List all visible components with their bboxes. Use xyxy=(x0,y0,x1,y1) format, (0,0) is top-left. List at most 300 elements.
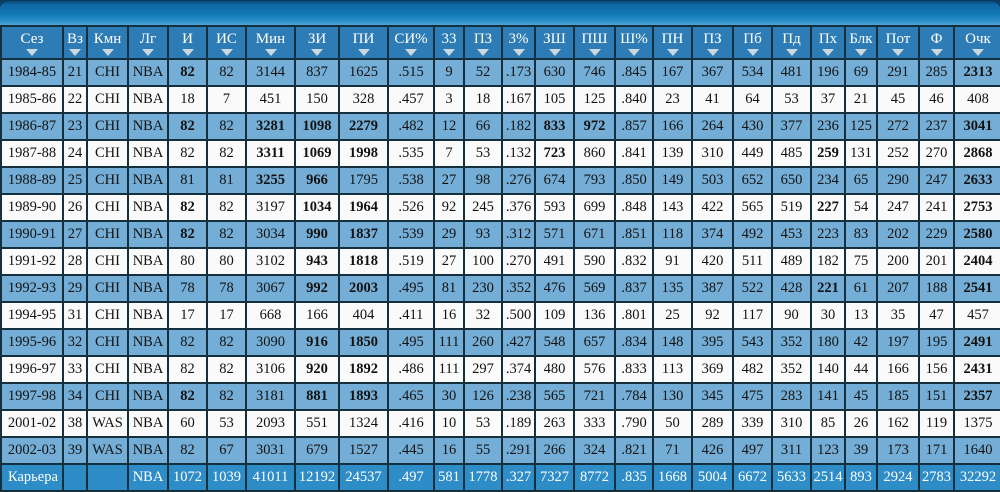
cell-vz: 24 xyxy=(63,140,87,167)
cell-kmn: CHI xyxy=(87,167,128,194)
cell-pot: 200 xyxy=(877,248,919,275)
cell-ph: 221 xyxy=(811,275,845,302)
cell-ochk: 2491 xyxy=(954,329,1000,356)
career-row xyxy=(1,464,1000,491)
cell-pct3: .500 xyxy=(502,302,535,329)
cell-pn: 166 xyxy=(653,113,692,140)
cell-lg: NBA xyxy=(128,329,168,356)
cell-ochk: 2431 xyxy=(954,356,1000,383)
cell-p3: 100 xyxy=(464,248,502,275)
cell-z3: 581 xyxy=(434,464,464,491)
cell-sh-pct: .832 xyxy=(615,248,653,275)
column-label: Мин xyxy=(255,31,286,47)
cell-sh-pct: .851 xyxy=(615,221,653,248)
cell-p3: 52 xyxy=(464,59,502,86)
column-header-f[interactable] xyxy=(919,26,954,59)
cell-pot: 252 xyxy=(877,140,919,167)
column-header-pi[interactable] xyxy=(339,26,388,59)
cell-sh-pct: .834 xyxy=(615,329,653,356)
cell-min: 668 xyxy=(246,302,295,329)
cell-pd: 650 xyxy=(772,167,811,194)
table-row xyxy=(1,356,1000,383)
cell-vz: 33 xyxy=(63,356,87,383)
cell-sez: 2002-03 xyxy=(1,437,63,464)
cell-pb: 497 xyxy=(733,437,772,464)
column-header-pd[interactable] xyxy=(772,26,811,59)
column-header-pb[interactable] xyxy=(733,26,772,59)
column-label: ЗИ xyxy=(307,31,327,47)
cell-i: 82 xyxy=(168,356,207,383)
cell-pi: 2003 xyxy=(339,275,388,302)
cell-kmn: CHI xyxy=(87,329,128,356)
cell-vz: 39 xyxy=(63,437,87,464)
cell-psh: 972 xyxy=(574,113,615,140)
table-row xyxy=(1,221,1000,248)
cell-psh: 8772 xyxy=(574,464,615,491)
cell-ochk: 1640 xyxy=(954,437,1000,464)
column-header-zsh[interactable] xyxy=(535,26,574,59)
cell-ochk: 2868 xyxy=(954,140,1000,167)
cell-pot: 202 xyxy=(877,221,919,248)
cell-blk: 65 xyxy=(845,167,877,194)
cell-sh-pct: .841 xyxy=(615,140,653,167)
cell-is: 82 xyxy=(207,140,246,167)
cell-kmn: CHI xyxy=(87,113,128,140)
table-row xyxy=(1,275,1000,302)
cell-pot: 162 xyxy=(877,410,919,437)
sort-down-icon xyxy=(549,49,561,56)
cell-pct3: .132 xyxy=(502,140,535,167)
sort-down-icon xyxy=(667,49,679,56)
cell-zi: 881 xyxy=(295,383,339,410)
cell-is: 82 xyxy=(207,329,246,356)
column-header-zi[interactable] xyxy=(295,26,339,59)
cell-pct3: .374 xyxy=(502,356,535,383)
sort-down-icon xyxy=(972,49,984,56)
cell-pn: 167 xyxy=(653,59,692,86)
column-header-kmn[interactable] xyxy=(87,26,128,59)
cell-blk: 54 xyxy=(845,194,877,221)
cell-vz: 31 xyxy=(63,302,87,329)
cell-kmn: CHI xyxy=(87,356,128,383)
cell-si-pct: .457 xyxy=(388,86,434,113)
cell-pd: 310 xyxy=(772,410,811,437)
cell-si-pct: .515 xyxy=(388,59,434,86)
cell-is: 82 xyxy=(207,221,246,248)
column-header-pn[interactable] xyxy=(653,26,692,59)
cell-pb: 430 xyxy=(733,113,772,140)
sort-down-icon xyxy=(26,49,38,56)
column-label: Ш% xyxy=(620,31,648,47)
cell-i: 60 xyxy=(168,410,207,437)
cell-min: 3031 xyxy=(246,437,295,464)
cell-kmn: CHI xyxy=(87,302,128,329)
cell-pz: 374 xyxy=(692,221,733,248)
table-row xyxy=(1,113,1000,140)
sort-down-icon xyxy=(786,49,798,56)
cell-p3: 260 xyxy=(464,329,502,356)
cell-pz: 369 xyxy=(692,356,733,383)
cell-si-pct: .482 xyxy=(388,113,434,140)
cell-min: 3181 xyxy=(246,383,295,410)
sort-down-icon xyxy=(102,49,114,56)
cell-vz: 28 xyxy=(63,248,87,275)
cell-ochk: 2633 xyxy=(954,167,1000,194)
table-row xyxy=(1,410,1000,437)
cell-lg: NBA xyxy=(128,194,168,221)
cell-f: 201 xyxy=(919,248,954,275)
cell-pi: 1893 xyxy=(339,383,388,410)
cell-sez: 1990-91 xyxy=(1,221,63,248)
cell-kmn: CHI xyxy=(87,59,128,86)
cell-psh: 699 xyxy=(574,194,615,221)
cell-pn: 113 xyxy=(653,356,692,383)
cell-vz xyxy=(63,464,87,491)
cell-sez: 1991-92 xyxy=(1,248,63,275)
cell-z3: 111 xyxy=(434,329,464,356)
column-label: Пд xyxy=(782,31,801,47)
cell-sh-pct: .857 xyxy=(615,113,653,140)
cell-ochk: 408 xyxy=(954,86,1000,113)
cell-pn: 1668 xyxy=(653,464,692,491)
cell-f: 270 xyxy=(919,140,954,167)
cell-min: 3197 xyxy=(246,194,295,221)
cell-i: 1072 xyxy=(168,464,207,491)
cell-pz: 503 xyxy=(692,167,733,194)
cell-pb: 475 xyxy=(733,383,772,410)
column-header-p3[interactable] xyxy=(464,26,502,59)
cell-psh: 125 xyxy=(574,86,615,113)
cell-pi: 2279 xyxy=(339,113,388,140)
cell-p3: 93 xyxy=(464,221,502,248)
cell-sh-pct: .848 xyxy=(615,194,653,221)
cell-blk: 69 xyxy=(845,59,877,86)
cell-pi: 1964 xyxy=(339,194,388,221)
cell-is: 7 xyxy=(207,86,246,113)
cell-ochk: 457 xyxy=(954,302,1000,329)
cell-lg: NBA xyxy=(128,437,168,464)
cell-ph: 259 xyxy=(811,140,845,167)
cell-pn: 25 xyxy=(653,302,692,329)
cell-pct3: .238 xyxy=(502,383,535,410)
cell-vz: 38 xyxy=(63,410,87,437)
cell-psh: 746 xyxy=(574,59,615,86)
cell-p3: 53 xyxy=(464,140,502,167)
cell-f: 241 xyxy=(919,194,954,221)
cell-zsh: 833 xyxy=(535,113,574,140)
table-row xyxy=(1,437,1000,464)
cell-is: 82 xyxy=(207,194,246,221)
title-bar xyxy=(0,0,1000,25)
cell-blk: 13 xyxy=(845,302,877,329)
cell-pot: 45 xyxy=(877,86,919,113)
cell-si-pct: .526 xyxy=(388,194,434,221)
cell-lg: NBA xyxy=(128,248,168,275)
cell-p3: 230 xyxy=(464,275,502,302)
cell-z3: 27 xyxy=(434,248,464,275)
column-label: ПИ xyxy=(352,31,375,47)
sort-down-icon xyxy=(443,49,455,56)
cell-pb: 6672 xyxy=(733,464,772,491)
column-header-pz[interactable] xyxy=(692,26,733,59)
cell-pd: 377 xyxy=(772,113,811,140)
cell-f: 285 xyxy=(919,59,954,86)
cell-zsh: 548 xyxy=(535,329,574,356)
cell-zi: 916 xyxy=(295,329,339,356)
cell-p3: 245 xyxy=(464,194,502,221)
sort-down-icon xyxy=(707,49,719,56)
column-header-i[interactable] xyxy=(168,26,207,59)
cell-is: 82 xyxy=(207,383,246,410)
cell-pct3: .276 xyxy=(502,167,535,194)
cell-f: 171 xyxy=(919,437,954,464)
cell-pct3: .189 xyxy=(502,410,535,437)
column-label: Сез xyxy=(20,31,44,47)
cell-zi: 166 xyxy=(295,302,339,329)
cell-is: 53 xyxy=(207,410,246,437)
cell-pn: 50 xyxy=(653,410,692,437)
cell-ph: 123 xyxy=(811,437,845,464)
cell-i: 18 xyxy=(168,86,207,113)
cell-pz: 395 xyxy=(692,329,733,356)
cell-psh: 590 xyxy=(574,248,615,275)
cell-p3: 297 xyxy=(464,356,502,383)
cell-psh: 860 xyxy=(574,140,615,167)
cell-vz: 23 xyxy=(63,113,87,140)
cell-f: 2783 xyxy=(919,464,954,491)
cell-pi: 404 xyxy=(339,302,388,329)
cell-lg: NBA xyxy=(128,410,168,437)
sort-down-icon xyxy=(221,49,233,56)
cell-lg: NBA xyxy=(128,383,168,410)
cell-pot: 197 xyxy=(877,329,919,356)
column-label: ПЗ xyxy=(703,31,722,47)
cell-pct3: .312 xyxy=(502,221,535,248)
cell-pz: 422 xyxy=(692,194,733,221)
cell-pi: 1850 xyxy=(339,329,388,356)
cell-pb: 482 xyxy=(733,356,772,383)
cell-pb: 522 xyxy=(733,275,772,302)
cell-pn: 71 xyxy=(653,437,692,464)
cell-sh-pct: .837 xyxy=(615,275,653,302)
cell-lg: NBA xyxy=(128,464,168,491)
cell-ochk: 2404 xyxy=(954,248,1000,275)
cell-min: 3090 xyxy=(246,329,295,356)
cell-vz: 27 xyxy=(63,221,87,248)
cell-zsh: 571 xyxy=(535,221,574,248)
column-label: Очк xyxy=(965,31,991,47)
cell-is: 17 xyxy=(207,302,246,329)
cell-sez: 1995-96 xyxy=(1,329,63,356)
cell-sh-pct: .833 xyxy=(615,356,653,383)
column-header-sez[interactable] xyxy=(1,26,63,59)
cell-blk: 26 xyxy=(845,410,877,437)
cell-lg: NBA xyxy=(128,167,168,194)
cell-z3: 92 xyxy=(434,194,464,221)
cell-pi: 1795 xyxy=(339,167,388,194)
column-header-pct3[interactable] xyxy=(502,26,535,59)
cell-ph: 196 xyxy=(811,59,845,86)
cell-f: 151 xyxy=(919,383,954,410)
cell-z3: 29 xyxy=(434,221,464,248)
cell-sez: 1997-98 xyxy=(1,383,63,410)
cell-pot: 166 xyxy=(877,356,919,383)
cell-pb: 511 xyxy=(733,248,772,275)
cell-lg: NBA xyxy=(128,86,168,113)
cell-pd: 428 xyxy=(772,275,811,302)
cell-min: 3281 xyxy=(246,113,295,140)
cell-ph: 141 xyxy=(811,383,845,410)
cell-p3: 53 xyxy=(464,410,502,437)
cell-lg: NBA xyxy=(128,140,168,167)
cell-pi: 24537 xyxy=(339,464,388,491)
cell-zi: 992 xyxy=(295,275,339,302)
cell-pb: 543 xyxy=(733,329,772,356)
cell-si-pct: .411 xyxy=(388,302,434,329)
sort-down-icon xyxy=(358,49,370,56)
cell-is: 67 xyxy=(207,437,246,464)
column-label: Вз xyxy=(67,31,83,47)
column-header-is[interactable] xyxy=(207,26,246,59)
cell-psh: 333 xyxy=(574,410,615,437)
sort-down-icon xyxy=(265,49,277,56)
cell-blk: 83 xyxy=(845,221,877,248)
cell-z3: 3 xyxy=(434,86,464,113)
cell-min: 3034 xyxy=(246,221,295,248)
cell-min: 3106 xyxy=(246,356,295,383)
cell-pot: 207 xyxy=(877,275,919,302)
cell-lg: NBA xyxy=(128,221,168,248)
column-header-psh[interactable] xyxy=(574,26,615,59)
table-row xyxy=(1,302,1000,329)
cell-zi: 551 xyxy=(295,410,339,437)
column-label: Лг xyxy=(139,31,157,47)
cell-sez: 1987-88 xyxy=(1,140,63,167)
cell-min: 41011 xyxy=(246,464,295,491)
column-header-vz[interactable] xyxy=(63,26,87,59)
cell-zsh: 266 xyxy=(535,437,574,464)
cell-lg: NBA xyxy=(128,59,168,86)
cell-zi: 1069 xyxy=(295,140,339,167)
cell-i: 82 xyxy=(168,329,207,356)
cell-i: 82 xyxy=(168,113,207,140)
cell-zi: 966 xyxy=(295,167,339,194)
column-header-lg[interactable] xyxy=(128,26,168,59)
cell-p3: 126 xyxy=(464,383,502,410)
cell-sez: 1985-86 xyxy=(1,86,63,113)
cell-vz: 26 xyxy=(63,194,87,221)
cell-sez: 1994-95 xyxy=(1,302,63,329)
column-label: ИС xyxy=(216,31,237,47)
cell-pot: 173 xyxy=(877,437,919,464)
cell-f: 46 xyxy=(919,86,954,113)
cell-si-pct: .538 xyxy=(388,167,434,194)
cell-zsh: 480 xyxy=(535,356,574,383)
cell-z3: 30 xyxy=(434,383,464,410)
cell-blk: 42 xyxy=(845,329,877,356)
cell-p3: 32 xyxy=(464,302,502,329)
table-row xyxy=(1,248,1000,275)
column-header-sh-pct[interactable] xyxy=(615,26,653,59)
cell-zsh: 565 xyxy=(535,383,574,410)
cell-z3: 12 xyxy=(434,113,464,140)
cell-pd: 352 xyxy=(772,329,811,356)
cell-p3: 55 xyxy=(464,437,502,464)
cell-z3: 81 xyxy=(434,275,464,302)
sort-down-icon xyxy=(892,49,904,56)
cell-ph: 2514 xyxy=(811,464,845,491)
cell-i: 82 xyxy=(168,383,207,410)
cell-zi: 1034 xyxy=(295,194,339,221)
cell-sh-pct: .784 xyxy=(615,383,653,410)
cell-min: 451 xyxy=(246,86,295,113)
column-label: Ф xyxy=(930,31,943,47)
cell-pd: 352 xyxy=(772,356,811,383)
cell-pn: 91 xyxy=(653,248,692,275)
column-header-z3[interactable] xyxy=(434,26,464,59)
column-header-ph[interactable] xyxy=(811,26,845,59)
table-row xyxy=(1,86,1000,113)
cell-pb: 652 xyxy=(733,167,772,194)
cell-blk: 125 xyxy=(845,113,877,140)
cell-ph: 182 xyxy=(811,248,845,275)
cell-ph: 37 xyxy=(811,86,845,113)
column-label: Пх xyxy=(818,31,838,47)
sort-down-icon xyxy=(931,49,943,56)
column-header-pot[interactable] xyxy=(877,26,919,59)
sort-down-icon xyxy=(182,49,194,56)
table-row xyxy=(1,194,1000,221)
cell-psh: 793 xyxy=(574,167,615,194)
cell-sez: 1984-85 xyxy=(1,59,63,86)
cell-si-pct: .497 xyxy=(388,464,434,491)
cell-i: 80 xyxy=(168,248,207,275)
cell-zsh: 263 xyxy=(535,410,574,437)
cell-ph: 227 xyxy=(811,194,845,221)
cell-ochk: 2541 xyxy=(954,275,1000,302)
column-header-blk[interactable] xyxy=(845,26,877,59)
cell-ochk: 2580 xyxy=(954,221,1000,248)
cell-si-pct: .539 xyxy=(388,221,434,248)
cell-ochk: 32292 xyxy=(954,464,1000,491)
cell-zi: 920 xyxy=(295,356,339,383)
cell-ochk: 2357 xyxy=(954,383,1000,410)
cell-blk: 21 xyxy=(845,86,877,113)
cell-pb: 64 xyxy=(733,86,772,113)
cell-psh: 657 xyxy=(574,329,615,356)
sort-down-icon xyxy=(513,49,525,56)
cell-sez: 2001-02 xyxy=(1,410,63,437)
cell-ochk: 2753 xyxy=(954,194,1000,221)
cell-pot: 247 xyxy=(877,194,919,221)
cell-pd: 453 xyxy=(772,221,811,248)
cell-min: 3255 xyxy=(246,167,295,194)
column-header-ochk[interactable] xyxy=(954,26,1000,59)
cell-p3: 18 xyxy=(464,86,502,113)
cell-zsh: 476 xyxy=(535,275,574,302)
cell-pz: 387 xyxy=(692,275,733,302)
cell-pi: 328 xyxy=(339,86,388,113)
column-header-min[interactable] xyxy=(246,26,295,59)
cell-blk: 61 xyxy=(845,275,877,302)
cell-i: 78 xyxy=(168,275,207,302)
cell-pz: 345 xyxy=(692,383,733,410)
cell-pi: 1892 xyxy=(339,356,388,383)
cell-zsh: 105 xyxy=(535,86,574,113)
cell-z3: 10 xyxy=(434,410,464,437)
column-header-si-pct[interactable] xyxy=(388,26,434,59)
sort-down-icon xyxy=(589,49,601,56)
